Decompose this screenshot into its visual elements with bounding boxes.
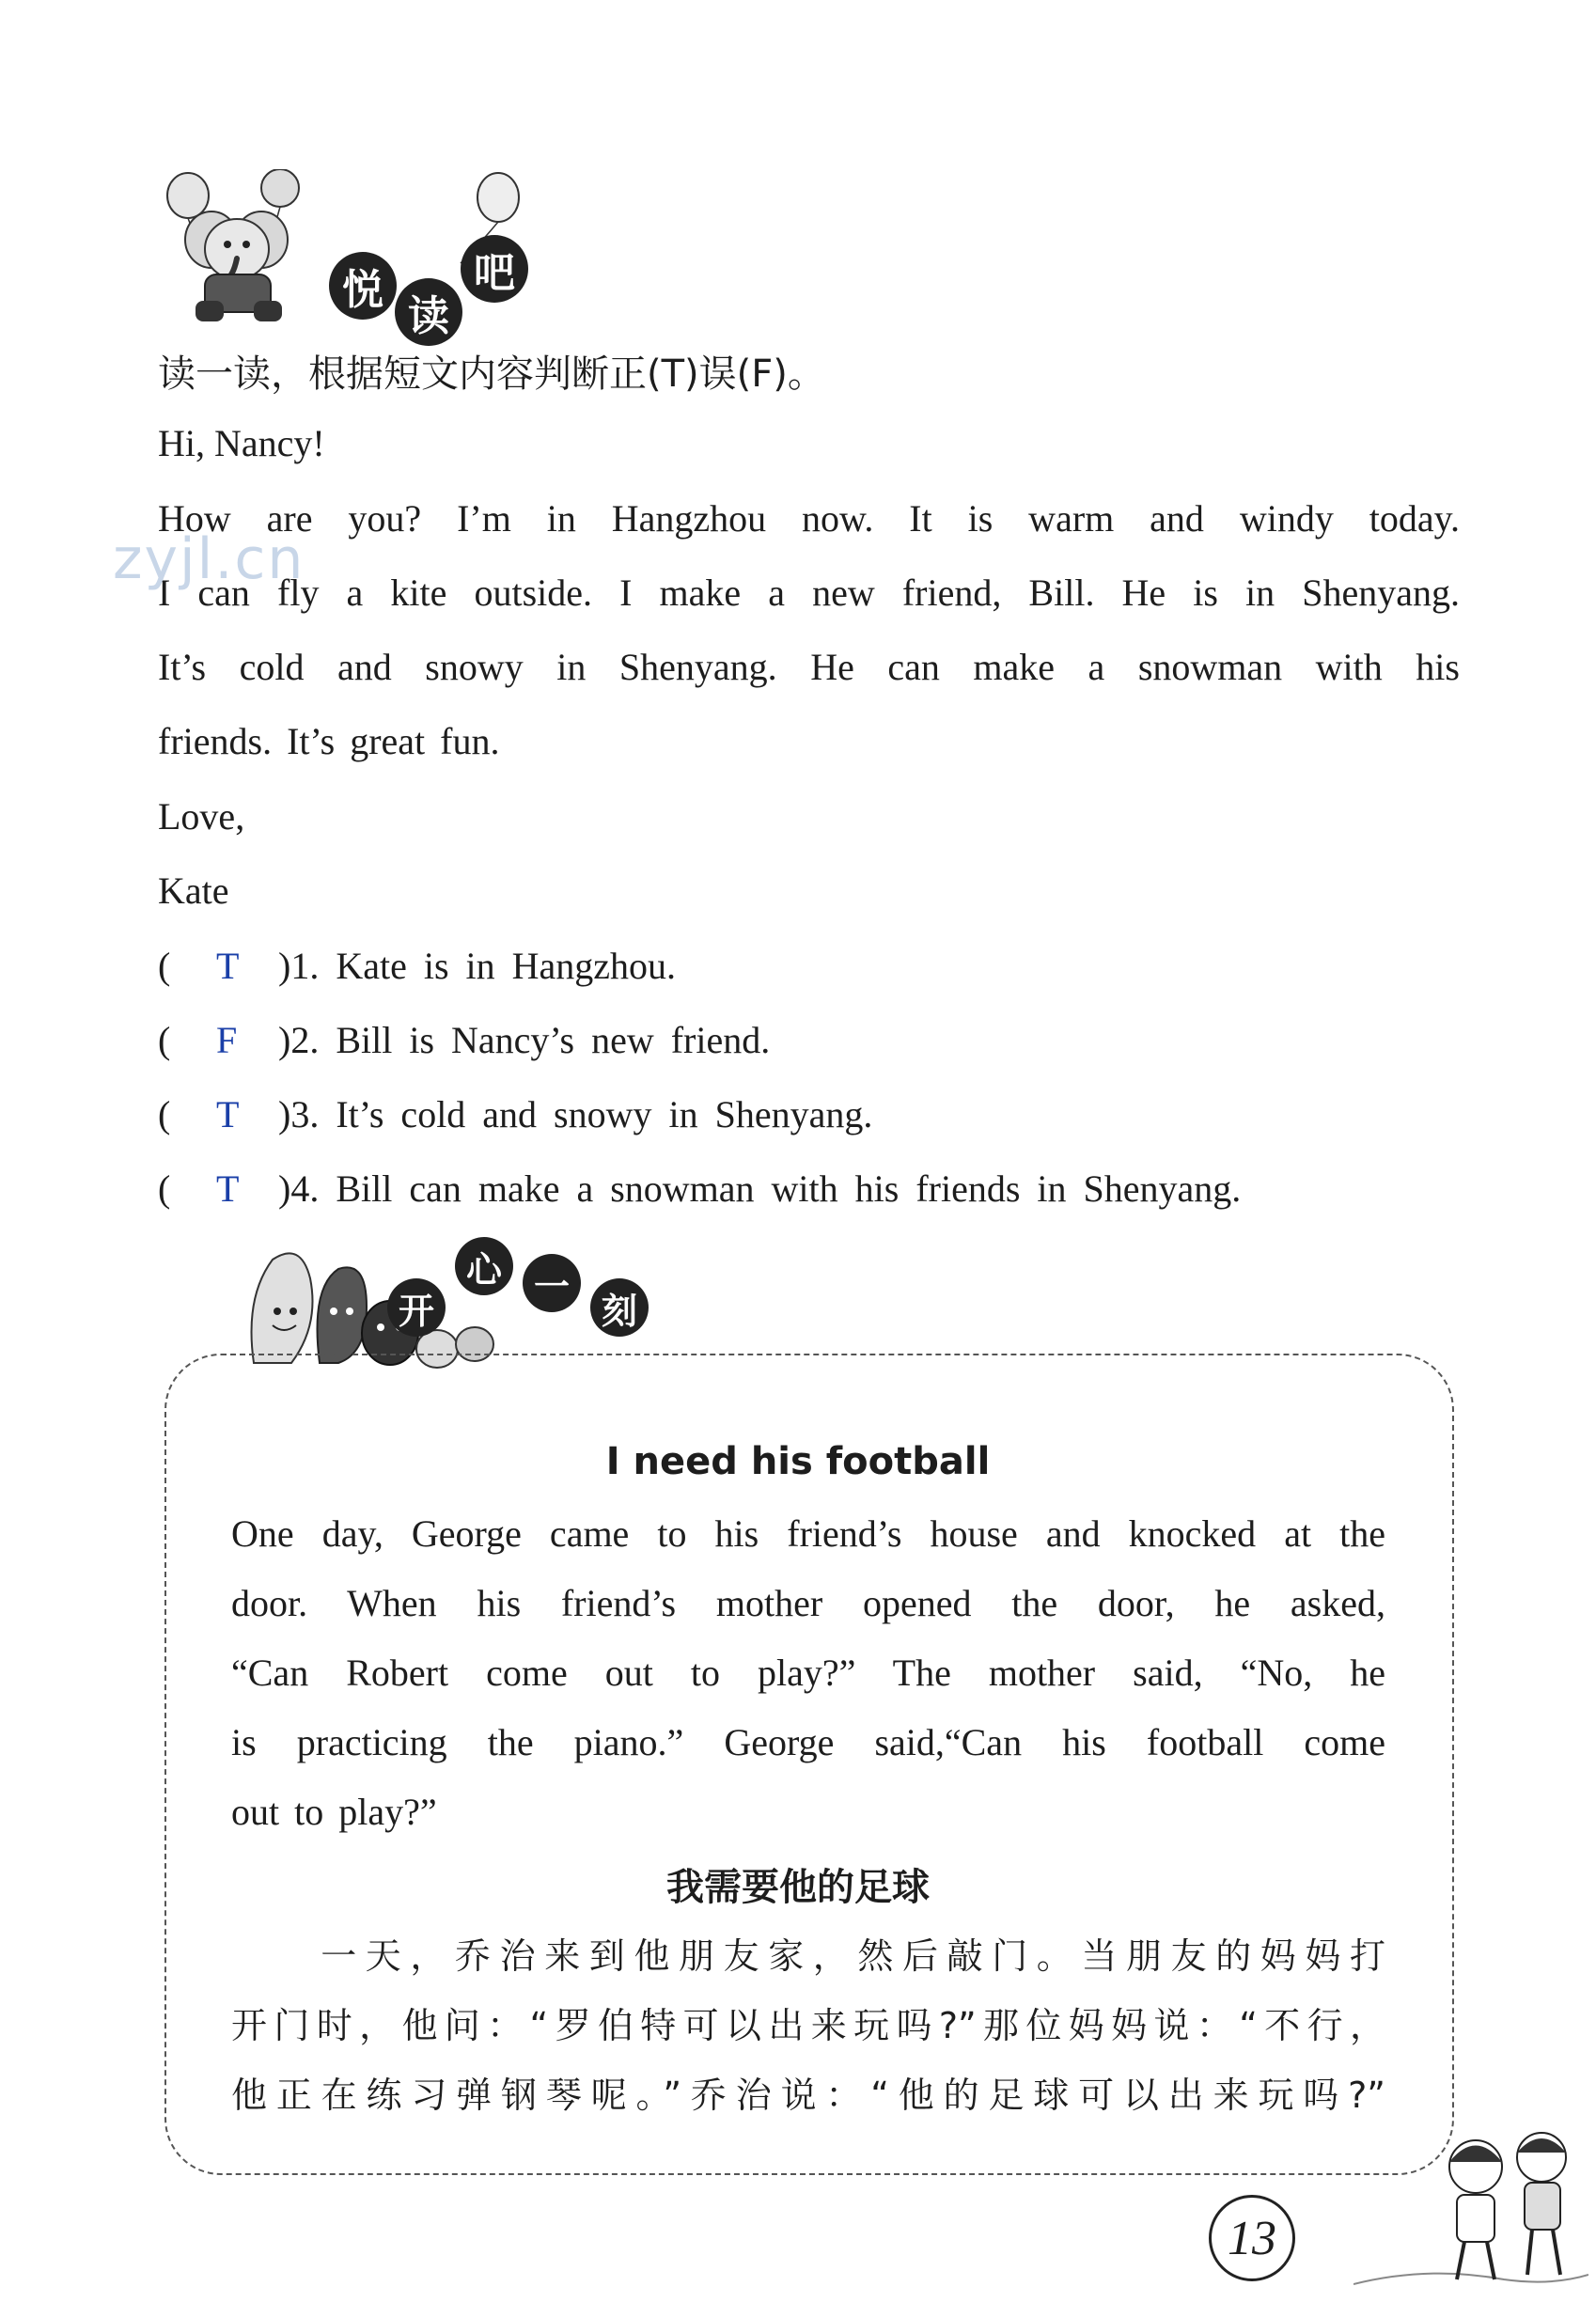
fun-char-3: 一 xyxy=(523,1254,581,1312)
answer-1: T xyxy=(216,945,240,987)
open-paren: ( xyxy=(158,945,171,987)
header-char-1: 悦 xyxy=(329,252,397,320)
header-char-3: 吧 xyxy=(461,235,528,303)
letter-line-4: friends. It’s great fun. xyxy=(158,720,500,762)
page-number: 13 xyxy=(1209,2195,1295,2281)
question-1-text: )1. Kate is in Hangzhou. xyxy=(278,945,677,987)
watermark: zyjl.cn xyxy=(113,526,305,592)
story-cn-line-2: 开门时，他问：“罗伯特可以出来玩吗?”那位妈妈说：“不行， xyxy=(231,2005,1385,2046)
letter-greeting: Hi, Nancy! xyxy=(158,422,325,464)
letter-line-2: I can fly a kite outside. I make a new friend, Bill. He is in Shenyang. xyxy=(158,572,1460,614)
story-line-3: “Can Robert come out to play?” The mother said, “No, he xyxy=(231,1652,1385,1694)
story-cn-line-3: 他正在练习弹钢琴呢。”乔治说：“他的足球可以出来玩吗?” xyxy=(231,2075,1385,2116)
open-paren: ( xyxy=(158,1019,171,1061)
question-4-text: )4. Bill can make a snowman with his friends in Shenyang. xyxy=(278,1167,1242,1210)
question-2-text: )2. Bill is Nancy’s new friend. xyxy=(278,1019,771,1061)
answer-4: T xyxy=(216,1167,240,1210)
fun-char-1: 开 xyxy=(387,1278,446,1337)
story-cn-title: 我需要他的足球 xyxy=(666,1866,930,1909)
fun-char-4: 刻 xyxy=(590,1278,649,1337)
letter-line-1: How are you? I’m in Hangzhou now. It is warm and windy today. xyxy=(158,497,1460,540)
story-line-4: is practicing the piano.” George said,“Can his football come xyxy=(231,1721,1385,1763)
open-paren: ( xyxy=(158,1167,171,1210)
open-paren: ( xyxy=(158,1093,171,1135)
answer-3: T xyxy=(216,1093,240,1135)
story-line-5: out to play?” xyxy=(231,1791,437,1833)
story-cn-line-1: 一天，乔治来到他朋友家，然后敲门。当朋友的妈妈打 xyxy=(231,1935,1385,1977)
letter-signature: Kate xyxy=(158,869,229,912)
question-3-text: )3. It’s cold and snowy in Shenyang. xyxy=(278,1093,873,1135)
fun-char-2: 心 xyxy=(455,1237,513,1295)
story-line-1: One day, George came to his friend’s house and knocked at the xyxy=(231,1512,1385,1555)
letter-line-3: It’s cold and snowy in Shenyang. He can make a snowman with his xyxy=(158,646,1460,688)
instruction: 读一读，根据短文内容判断正(T)误(F)。 xyxy=(158,352,825,396)
letter-closing: Love, xyxy=(158,795,245,838)
header-char-2: 读 xyxy=(395,278,462,346)
story-line-2: door. When his friend’s mother opened the door, he asked, xyxy=(231,1582,1385,1624)
answer-2: F xyxy=(216,1019,238,1061)
story-title: I need his football xyxy=(605,1440,991,1483)
kids-playing-illustration xyxy=(1353,2115,1588,2294)
